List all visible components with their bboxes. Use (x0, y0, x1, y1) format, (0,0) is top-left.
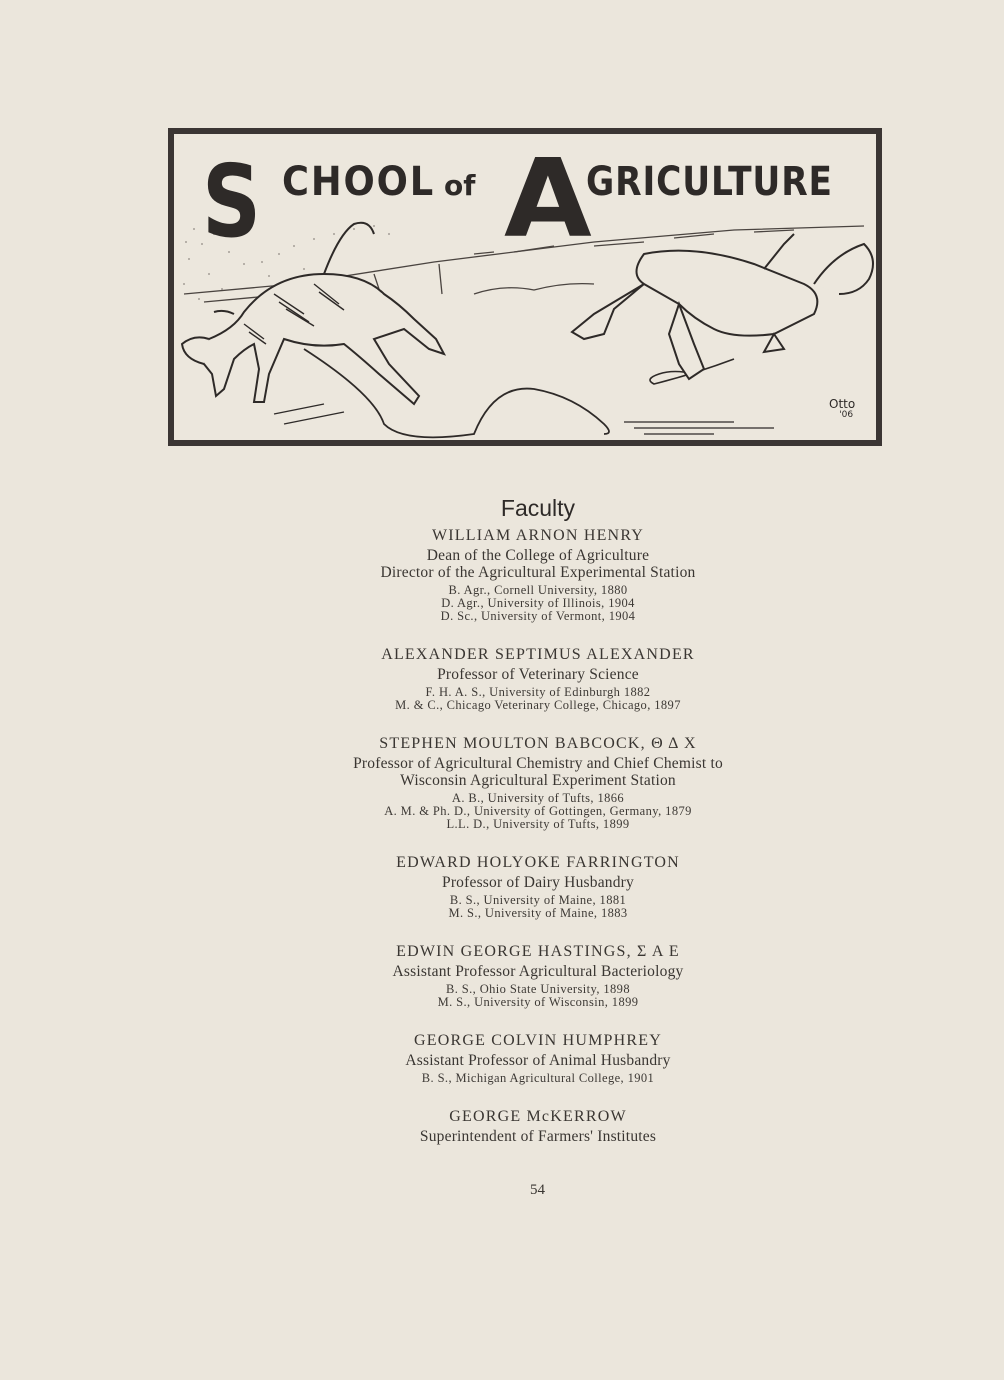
member-degrees (300, 584, 776, 623)
member-degree: A. M. & Ph. D., University of Gottingen, Germany, 1879 (384, 804, 692, 818)
member-degree: B. S., Michigan Agricultural College, 1901 (421, 1071, 655, 1085)
banner-title (174, 134, 876, 262)
member-name: EDWIN GEORGE HASTINGS, Σ Α Ε (396, 943, 680, 960)
motion-lines (274, 404, 774, 434)
page-number: 54 (530, 1182, 545, 1198)
artist-signature (829, 399, 855, 421)
member-degrees (300, 1072, 776, 1085)
member-roles (300, 963, 776, 980)
member-roles (300, 666, 776, 683)
member-degree: D. Sc., University of Vermont, 1904 (440, 609, 636, 623)
rope (304, 349, 609, 437)
faculty-member (300, 853, 776, 920)
member-role: Assistant Professor of Animal Husbandry (405, 1052, 671, 1069)
title-chool: CHOOL (282, 159, 436, 205)
section-heading: Faculty (500, 495, 576, 521)
member-degree: M. S., University of Maine, 1883 (448, 906, 628, 920)
title-drop-cap-s: S (202, 143, 262, 260)
signature-name: Otto (829, 397, 856, 411)
member-degree: B. S., Ohio State University, 1898 (446, 982, 630, 996)
faculty-member (300, 942, 776, 1009)
member-name: STEPHEN MOULTON BABCOCK, Θ Δ X (379, 735, 697, 752)
faculty-member (300, 734, 776, 831)
member-degrees (300, 894, 776, 920)
member-degree: B. Agr., Cornell University, 1880 (448, 583, 628, 597)
member-degree: M. S., University of Wisconsin, 1899 (437, 995, 639, 1009)
school-of-agriculture-banner (168, 128, 882, 446)
member-degrees (300, 792, 776, 831)
faculty-list (300, 526, 776, 1145)
member-degree: D. Agr., University of Illinois, 1904 (441, 596, 635, 610)
faculty-member (300, 526, 776, 623)
member-degree: B. S., University of Maine, 1881 (449, 893, 627, 907)
member-roles (300, 1128, 776, 1145)
member-roles (300, 874, 776, 891)
member-degrees (300, 686, 776, 712)
member-name: WILLIAM ARNON HENRY (431, 527, 645, 544)
member-role: Professor of Dairy Husbandry (442, 874, 634, 891)
faculty-member (300, 1031, 776, 1085)
member-role: Assistant Professor Agricultural Bacteriology (392, 963, 684, 980)
faculty-member (300, 1107, 776, 1145)
member-degree: L.L. D., University of Tufts, 1899 (446, 817, 630, 831)
member-role: Dean of the College of Agriculture (426, 547, 650, 564)
member-role: Superintendent of Farmers' Institutes (419, 1128, 657, 1145)
member-name: GEORGE COLVIN HUMPHREY (413, 1032, 663, 1049)
boy-drawing (572, 234, 873, 379)
member-name: GEORGE McKERROW (449, 1108, 627, 1125)
member-name: ALEXANDER SEPTIMUS ALEXANDER (381, 646, 695, 663)
faculty-member (300, 645, 776, 712)
member-roles (300, 755, 776, 789)
member-roles (300, 1052, 776, 1069)
member-role: Professor of Veterinary Science (437, 666, 639, 683)
member-role: Director of the Agricultural Experimental Station (380, 564, 696, 581)
signature-year: '06 (839, 410, 854, 420)
member-degree: A. B., University of Tufts, 1866 (451, 791, 625, 805)
member-name: EDWARD HOLYOKE FARRINGTON (396, 854, 680, 871)
member-roles (300, 547, 776, 581)
member-degree: M. & C., Chicago Veterinary College, Chicago, 1897 (395, 698, 681, 712)
member-role: Wisconsin Agricultural Experiment Station (400, 772, 676, 789)
member-degrees (300, 983, 776, 1009)
title-griculture: GRICULTURE (586, 159, 833, 205)
faculty-section (300, 492, 776, 1167)
member-role: Professor of Agricultural Chemistry and Chief Chemist to (353, 755, 723, 772)
title-of: of (444, 169, 476, 202)
member-degree: F. H. A. S., University of Edinburgh 1882 (425, 685, 651, 699)
title-drop-cap-a: A (504, 137, 592, 262)
